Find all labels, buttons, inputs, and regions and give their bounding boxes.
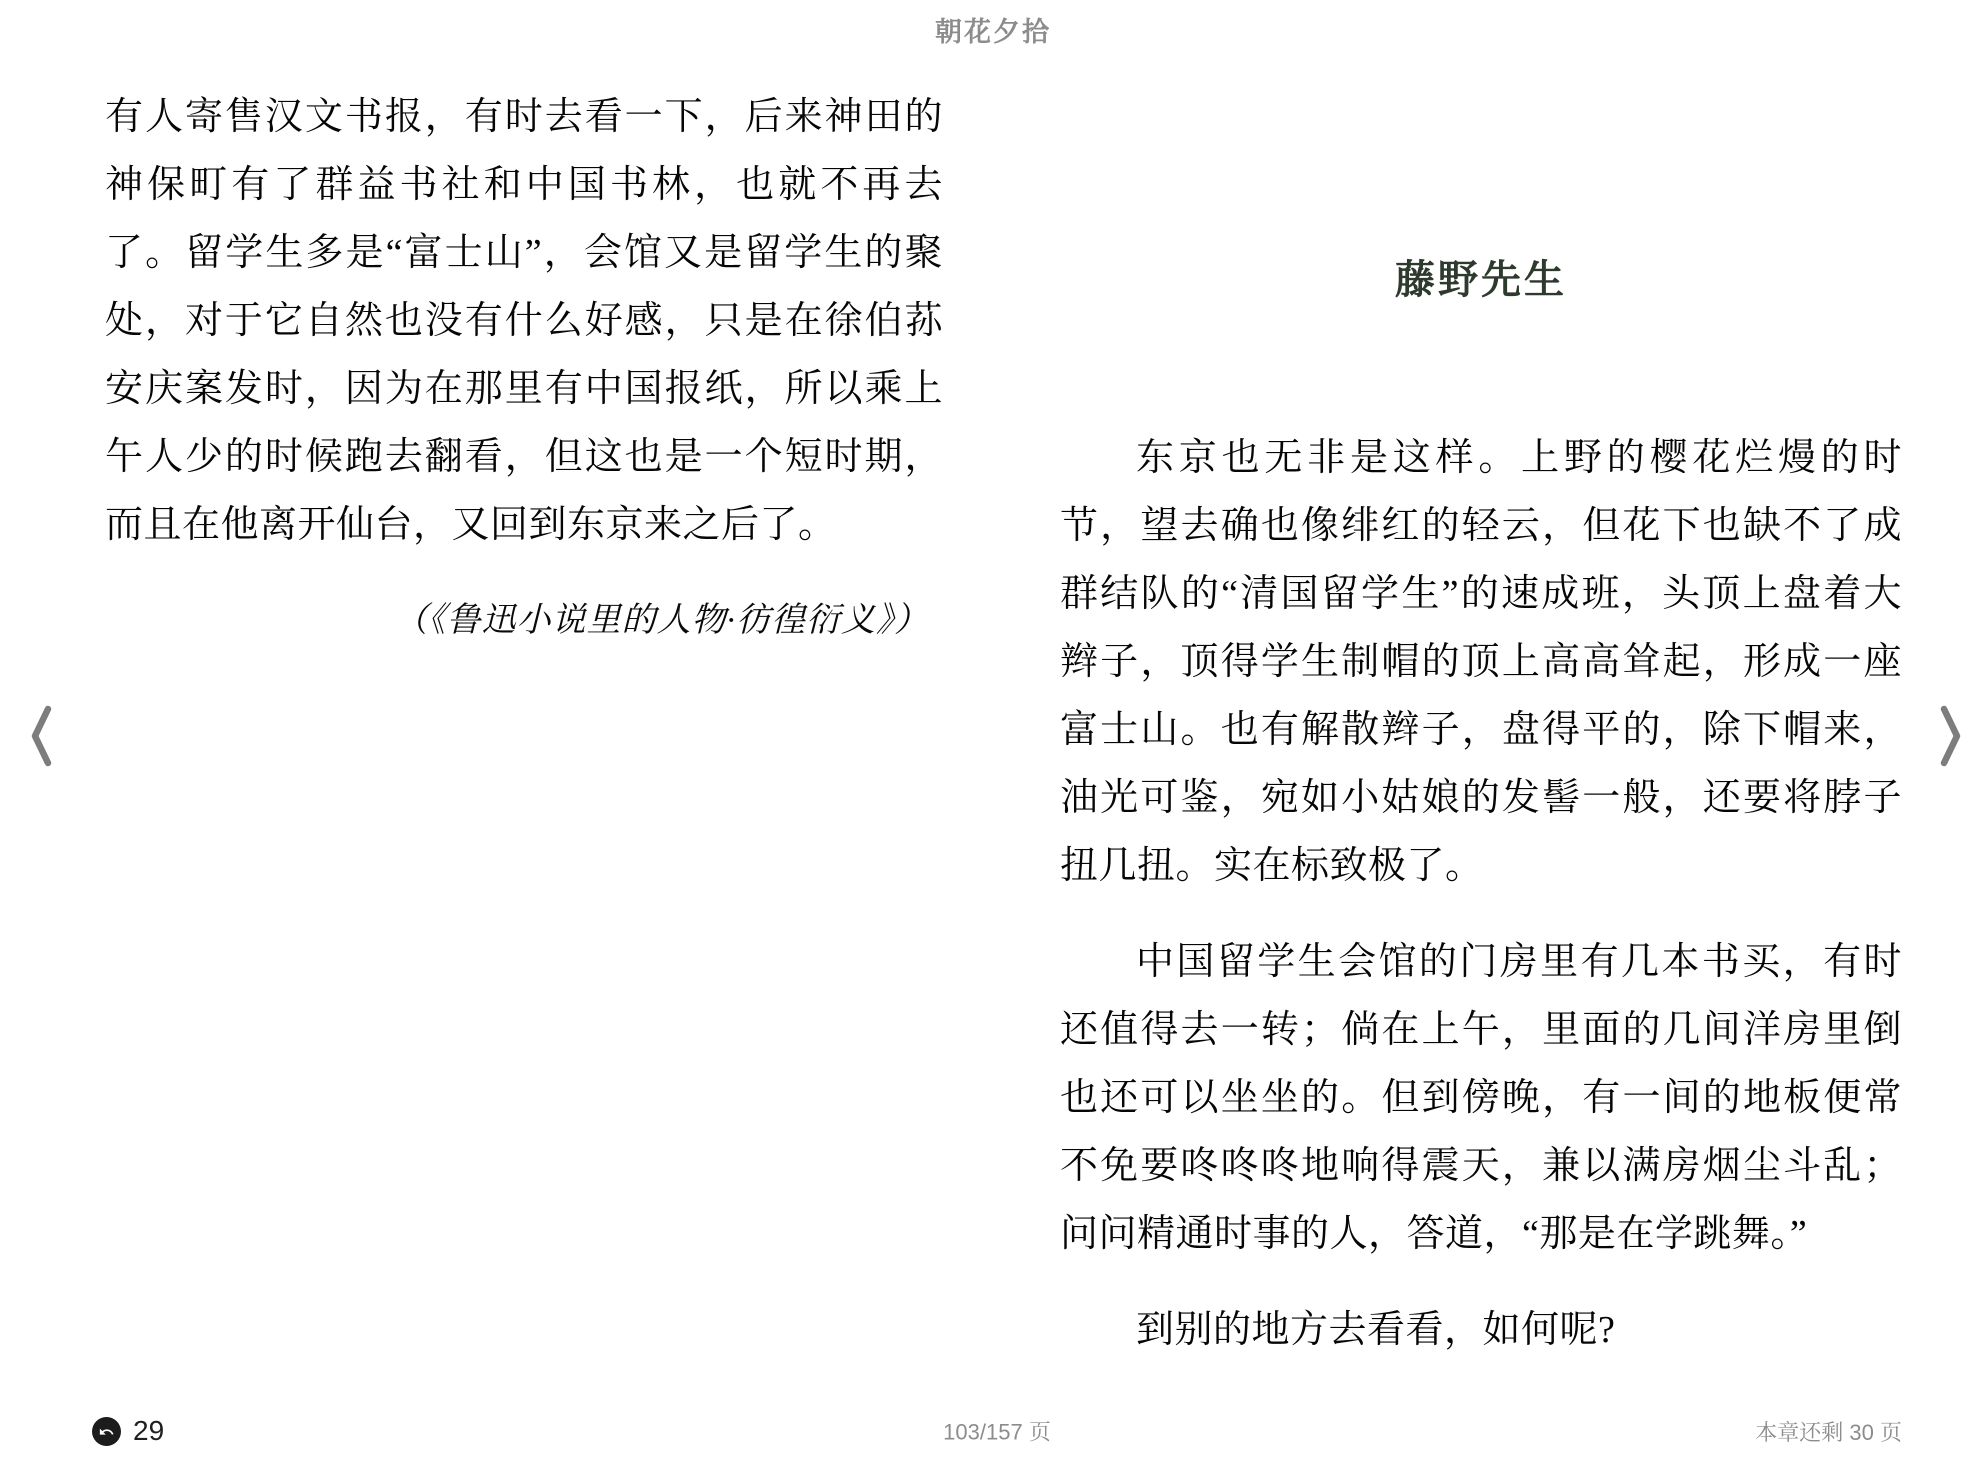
book-title-header: 朝花夕拾 — [935, 17, 1051, 47]
undo-arrow-icon — [92, 1417, 121, 1446]
chapter-paragraph: 中国留学生会馆的门房里有几本书买，有时还值得去一转；倘在上午，里面的几间洋房里倒也还可以坐坐的。但到傍晚，有一间的地板便常不免要咚咚咚地响得震天，兼以满房烟尘斗乱；问问精通时事的人，答道，“那是在学跳舞。” — [1060, 941, 1902, 1255]
back-to-notes-button[interactable] — [92, 1415, 164, 1447]
right-page — [1060, 256, 1902, 1364]
notes-count-label: 29 — [133, 1415, 165, 1446]
chapter-paragraph: 到别的地方去看看，如何呢? — [1136, 1309, 1616, 1351]
chapter-remaining-label: 本章还剩 30 页 — [1755, 1419, 1902, 1445]
citation-line: （《鲁迅小说里的人物·彷徨衍义》） — [393, 602, 929, 639]
footer-bar — [92, 1408, 1902, 1454]
left-page — [105, 83, 943, 653]
chevron-left-icon — [30, 705, 52, 770]
left-page-paragraph: 有人寄售汉文书报，有时去看一下，后来神田的神保町有了群益书社和中国书林，也就不再去了。留学生多是“富士山”，会馆又是留学生的聚处，对于它自然也没有什么好感，只是在徐伯荪安庆案发时，因为在那里有中国报纸，所以乘上午人少的时候跑去翻看，但这也是一个短时期，而且在他离开仙台，又回到东京来之后了。 — [105, 96, 943, 546]
previous-page-button[interactable] — [18, 697, 64, 777]
next-page-button[interactable] — [1928, 697, 1974, 777]
chapter-paragraph: 东京也无非是这样。上野的樱花烂熳的时节，望去确也像绯红的轻云，但花下也缺不了成群结队的“清国留学生”的速成班，头顶上盘着大辫子，顶得学生制帽的顶上高高耸起，形成一座富士山。也有解散辫子，盘得平的，除下帽来，油光可鉴，宛如小姑娘的发髻一般，还要将脖子扭几扭。实在标致极了。 — [1060, 437, 1902, 887]
chapter-title: 藤野先生 — [1395, 258, 1567, 302]
page-indicator: 103/157 页 — [943, 1419, 1051, 1445]
chevron-right-icon — [1940, 705, 1962, 770]
